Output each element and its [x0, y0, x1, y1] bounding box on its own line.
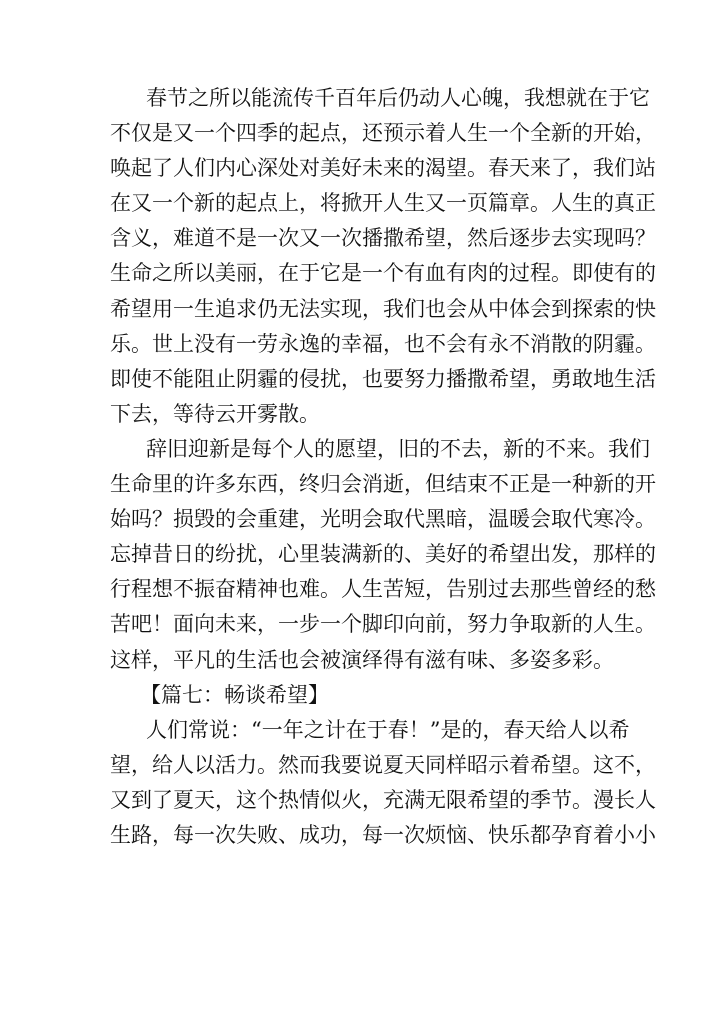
paragraph-spring-festival	[110, 81, 656, 432]
text-line: 忘掉昔日的纷扰，心里装满新的、美好的希望出发，那样的	[110, 542, 656, 567]
text-line: 下去，等待云开雾散。	[110, 401, 320, 426]
paragraph-new-year	[110, 432, 656, 678]
text-line: 这样，平凡的生活也会被演绎得有滋有味、多姿多彩。	[110, 647, 614, 672]
text-line: 辞旧迎新是每个人的愿望，旧的不去，新的不来。我们	[146, 436, 650, 461]
text-line: 人们常说：“一年之计在于春！”是的，春天给人以希	[146, 717, 630, 742]
text-line: 希望用一生追求仍无法实现，我们也会从中体会到探索的快	[110, 296, 656, 321]
text-line: 唤起了人们内心深处对美好未来的渴望。春天来了，我们站	[110, 156, 656, 181]
text-line: 望，给人以活力。然而我要说夏天同样昭示着希望。这不，	[110, 752, 656, 777]
text-line: 生命里的许多东西，终归会消逝，但结束不正是一种新的开	[110, 472, 656, 497]
section-heading-text: 【篇七：畅谈希望】	[140, 682, 329, 707]
text-line: 生命之所以美丽，在于它是一个有血有肉的过程。即使有的	[110, 261, 656, 286]
text-line: 在又一个新的起点上，将掀开人生又一页篇章。人生的真正	[110, 191, 656, 216]
text-line: 苦吧！面向未来，一步一个脚印向前，努力争取新的人生。	[110, 612, 656, 637]
section-heading	[110, 678, 610, 713]
text-line: 乐。世上没有一劳永逸的幸福，也不会有永不消散的阴霾。	[110, 331, 656, 356]
text-line: 生路，每一次失败、成功，每一次烦恼、快乐都孕育着小小	[110, 822, 656, 847]
text-line: 不仅是又一个四季的起点，还预示着人生一个全新的开始，	[110, 121, 656, 146]
text-line: 又到了夏天，这个热情似火，充满无限希望的季节。漫长人	[110, 787, 656, 812]
paragraph-hope	[110, 713, 656, 853]
text-line: 含义，难道不是一次又一次播撒希望，然后逐步去实现吗？	[110, 226, 656, 251]
text-line: 春节之所以能流传千百年后仍动人心魄，我想就在于它	[146, 86, 650, 110]
text-line: 始吗？损毁的会重建，光明会取代黑暗，温暖会取代寒冷。	[110, 507, 656, 532]
text-line: 行程想不振奋精神也难。人生苦短，告别过去那些曾经的愁	[110, 577, 656, 602]
text-line: 即使不能阻止阴霾的侵扰，也要努力播撒希望，勇敢地生活	[110, 366, 656, 391]
document-body	[110, 81, 656, 853]
